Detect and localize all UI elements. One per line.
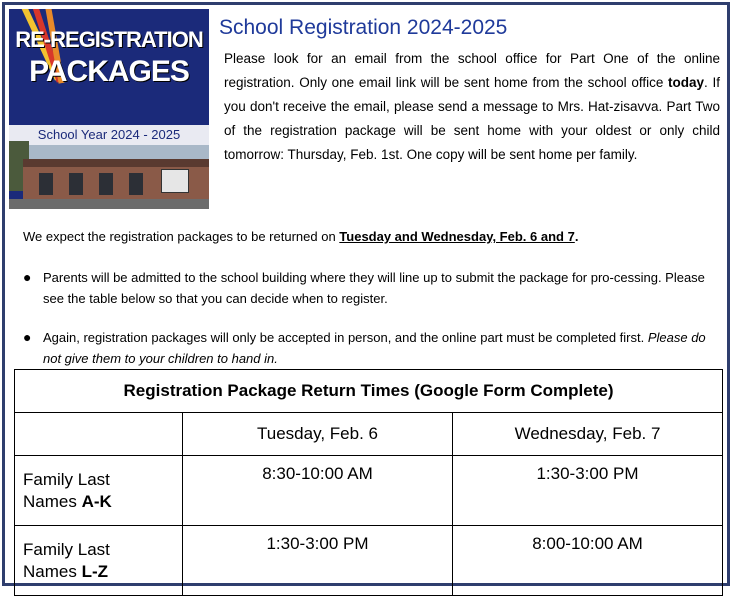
bullet-text-italic: Please do not give them to your children to hand in. (43, 330, 706, 366)
banner-line2: PACKAGES (29, 55, 189, 88)
cell-wednesday-time: 1:30-3:00 PM (453, 456, 723, 526)
document-frame (2, 2, 730, 586)
cell-tuesday-time: 1:30-3:00 PM (183, 526, 453, 596)
banner-ground (9, 199, 209, 209)
intro-text-part2: . If you don't receive the email, please send a message to Mrs. Hat-zisavva. Part Two of the registration package will be sent home with your oldest or only child tomorrow: Thursday, Feb. 1st. One copy will be sent home per family. (224, 75, 720, 162)
table-header-wednesday: Wednesday, Feb. 7 (453, 413, 723, 456)
building-window (69, 173, 83, 195)
table-header-empty (15, 413, 183, 456)
row-label-names: Names (23, 561, 82, 581)
building-window (129, 173, 143, 195)
table-header-tuesday: Tuesday, Feb. 6 (183, 413, 453, 456)
bullet-text (43, 267, 713, 309)
intro-today: today (668, 75, 705, 90)
bullet-text-main: Parents will be admitted to the school building where they will line up to submit the package for pro-cessing. Please see the table below so that you can decide when to register. (43, 270, 705, 306)
banner-school-year: School Year 2024 - 2025 (9, 125, 209, 145)
row-label-prefix: Family Last (23, 469, 110, 489)
return-times-table (14, 369, 723, 596)
bullet-dot: ● (23, 329, 32, 345)
table-title: Registration Package Return Times (Google Form Complete) (15, 370, 723, 413)
school-sign (161, 169, 189, 193)
building-window (99, 173, 113, 195)
table-row (15, 526, 723, 596)
table-row (15, 456, 723, 526)
intro-paragraph (224, 47, 720, 167)
row-label (15, 526, 183, 596)
row-label-range: L-Z (81, 561, 109, 581)
registration-banner-image (9, 9, 209, 209)
expect-dates: Tuesday and Wednesday, Feb. 6 and 7 (339, 229, 575, 244)
cell-tuesday-time: 8:30-10:00 AM (183, 456, 453, 526)
table-title-row (15, 370, 723, 413)
bullet-text-main: Again, registration packages will only be accepted in person, and the online part must be completed first. (43, 330, 648, 345)
expect-end: . (574, 229, 579, 244)
expect-text: We expect the registration packages to be returned on (23, 229, 340, 244)
row-label-names: Names (23, 491, 82, 511)
intro-text-part1: Please look for an email from the school office for Part One of the online registration. Only one email link will be sent home from the school office (224, 51, 720, 90)
return-dates-paragraph (23, 229, 578, 244)
building-window (39, 173, 53, 195)
page-title: School Registration 2024-2025 (219, 16, 508, 39)
bullet-text (43, 327, 713, 369)
table-header-row (15, 413, 723, 456)
building-roof-band (23, 159, 209, 167)
row-label-prefix: Family Last (23, 539, 110, 559)
row-label (15, 456, 183, 526)
bullet-dot: ● (23, 269, 32, 285)
cell-wednesday-time: 8:00-10:00 AM (453, 526, 723, 596)
banner-line1: RE-REGISTRATION (15, 27, 203, 52)
row-label-range: A-K (81, 491, 112, 511)
